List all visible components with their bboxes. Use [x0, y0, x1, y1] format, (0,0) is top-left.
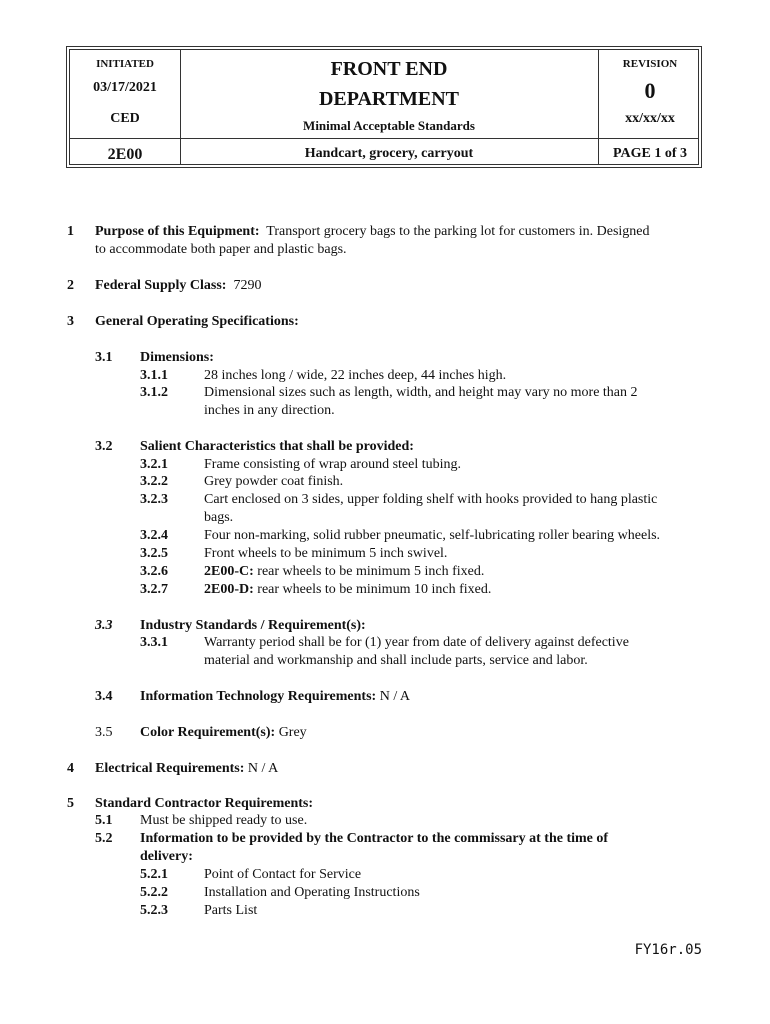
item-3-2-3-text: Cart enclosed on 3 sides, upper folding shelf with hooks provided to hang plastic [204, 492, 658, 507]
item-5-2-3-text: Parts List [204, 903, 258, 918]
section-5-2-label-cont: delivery: [140, 849, 193, 864]
section-2-label: Federal Supply Class: [95, 278, 227, 293]
item-3-2-6-text: rear wheels to be minimum 5 inch fixed. [257, 564, 485, 579]
item-name: Handcart, grocery, carryout [304, 146, 474, 161]
section-3-1-label: Dimensions: [140, 350, 214, 365]
item-3-2-1-num: 3.2.1 [140, 457, 168, 472]
item-5-2-2-text: Installation and Operating Instructions [204, 885, 420, 900]
section-2-value: 7290 [233, 278, 262, 293]
item-5-2-1-text: Point of Contact for Service [204, 867, 362, 882]
section-3-4-line [140, 688, 410, 706]
item-3-2-6-num: 3.2.6 [140, 564, 168, 579]
section-3-label: General Operating Specifications: [95, 314, 299, 329]
revision-date: xx/xx/xx [625, 111, 675, 126]
item-3-2-7-text: rear wheels to be minimum 10 inch fixed. [257, 582, 492, 597]
item-3-2-7-code: 2E00-D: [204, 582, 254, 597]
item-3-1-2-text-cont: inches in any direction. [204, 403, 335, 418]
section-5-1-text: Must be shipped ready to use. [140, 813, 308, 828]
item-5-2-2-num: 5.2.2 [140, 885, 168, 900]
header-table [66, 46, 702, 168]
section-5-2-label: Information to be provided by the Contractor to the commissary at the time of [140, 831, 609, 846]
section-5-num: 5 [67, 796, 74, 811]
header-divider-row [70, 138, 698, 139]
item-3-2-3-text-cont: bags. [204, 510, 234, 525]
section-3-num: 3 [67, 314, 74, 329]
item-3-2-2-num: 3.2.2 [140, 474, 168, 489]
title-line-1: FRONT END [330, 58, 448, 80]
item-3-1-1-text: 28 inches long / wide, 22 inches deep, 44 inches high. [204, 368, 507, 383]
item-3-3-1-num: 3.3.1 [140, 635, 168, 650]
section-3-3-num: 3.3 [95, 618, 113, 633]
section-1-line-2: to accommodate both paper and plastic bags. [95, 242, 347, 257]
item-3-1-2-text: Dimensional sizes such as length, width, and height may vary no more than 2 [204, 385, 638, 400]
section-1-line-1 [95, 223, 705, 241]
item-3-3-1-text: Warranty period shall be for (1) year from date of delivery against defective [204, 635, 629, 650]
section-5-label: Standard Contractor Requirements: [95, 796, 314, 811]
section-4-line [95, 760, 278, 778]
item-3-2-1-text: Frame consisting of wrap around steel tubing. [204, 457, 462, 472]
item-3-2-4-num: 3.2.4 [140, 528, 168, 543]
section-3-4-value: N / A [379, 689, 411, 704]
section-5-2-num: 5.2 [95, 831, 113, 846]
item-3-1-2-num: 3.1.2 [140, 385, 168, 400]
item-3-2-6-line [204, 563, 484, 581]
header-inner-border [69, 49, 699, 165]
section-4-value: N / A [247, 761, 279, 776]
item-3-2-4-text: Four non-marking, solid rubber pneumatic, self-lubricating roller bearing wheels. [204, 528, 661, 543]
item-3-2-2-text: Grey powder coat finish. [204, 474, 344, 489]
section-4-label: Electrical Requirements: [95, 761, 245, 776]
item-3-2-5-text: Front wheels to be minimum 5 inch swivel. [204, 546, 448, 561]
item-3-2-5-num: 3.2.5 [140, 546, 168, 561]
item-3-2-7-num: 3.2.7 [140, 582, 168, 597]
section-1-label: Purpose of this Equipment: [95, 224, 260, 239]
section-3-4-num: 3.4 [95, 689, 113, 704]
section-3-5-label: Color Requirement(s): [140, 725, 276, 740]
initiated-label: INITIATED [96, 58, 154, 70]
section-3-2-label: Salient Characteristics that shall be provided: [140, 439, 414, 454]
section-3-2-num: 3.2 [95, 439, 113, 454]
section-3-5-line [140, 724, 307, 742]
section-3-3-label: Industry Standards / Requirement(s): [140, 618, 366, 633]
section-5-1-num: 5.1 [95, 813, 113, 828]
section-2-line [95, 277, 261, 295]
subtitle: Minimal Acceptable Standards [303, 118, 475, 133]
section-3-1-num: 3.1 [95, 350, 113, 365]
item-3-2-3-num: 3.2.3 [140, 492, 168, 507]
section-3-4-label: Information Technology Requirements: [140, 689, 377, 704]
revision-label: REVISION [622, 58, 678, 70]
item-5-2-1-num: 5.2.1 [140, 867, 168, 882]
item-code: 2E00 [107, 146, 143, 163]
page-indicator: PAGE 1 of 3 [612, 146, 687, 161]
footer-code: FY16r.05 [634, 942, 702, 958]
section-1-num: 1 [67, 224, 74, 239]
title-line-2: DEPARTMENT [318, 88, 460, 110]
initiated-date: 03/17/2021 [93, 80, 157, 95]
item-3-2-6-code: 2E00-C: [204, 564, 254, 579]
revision-number: 0 [644, 78, 656, 103]
item-3-1-1-num: 3.1.1 [140, 368, 168, 383]
section-4-num: 4 [67, 761, 74, 776]
section-2-num: 2 [67, 278, 74, 293]
item-5-2-3-num: 5.2.3 [140, 903, 168, 918]
section-1-text: Transport grocery bags to the parking lot for customers in. Designed [266, 224, 650, 239]
section-3-5-num: 3.5 [95, 725, 113, 740]
item-3-2-7-line [204, 581, 491, 599]
section-3-5-value: Grey [278, 725, 307, 740]
initiator: CED [110, 111, 140, 126]
item-3-3-1-text-cont: material and workmanship and shall include parts, service and labor. [204, 653, 588, 668]
